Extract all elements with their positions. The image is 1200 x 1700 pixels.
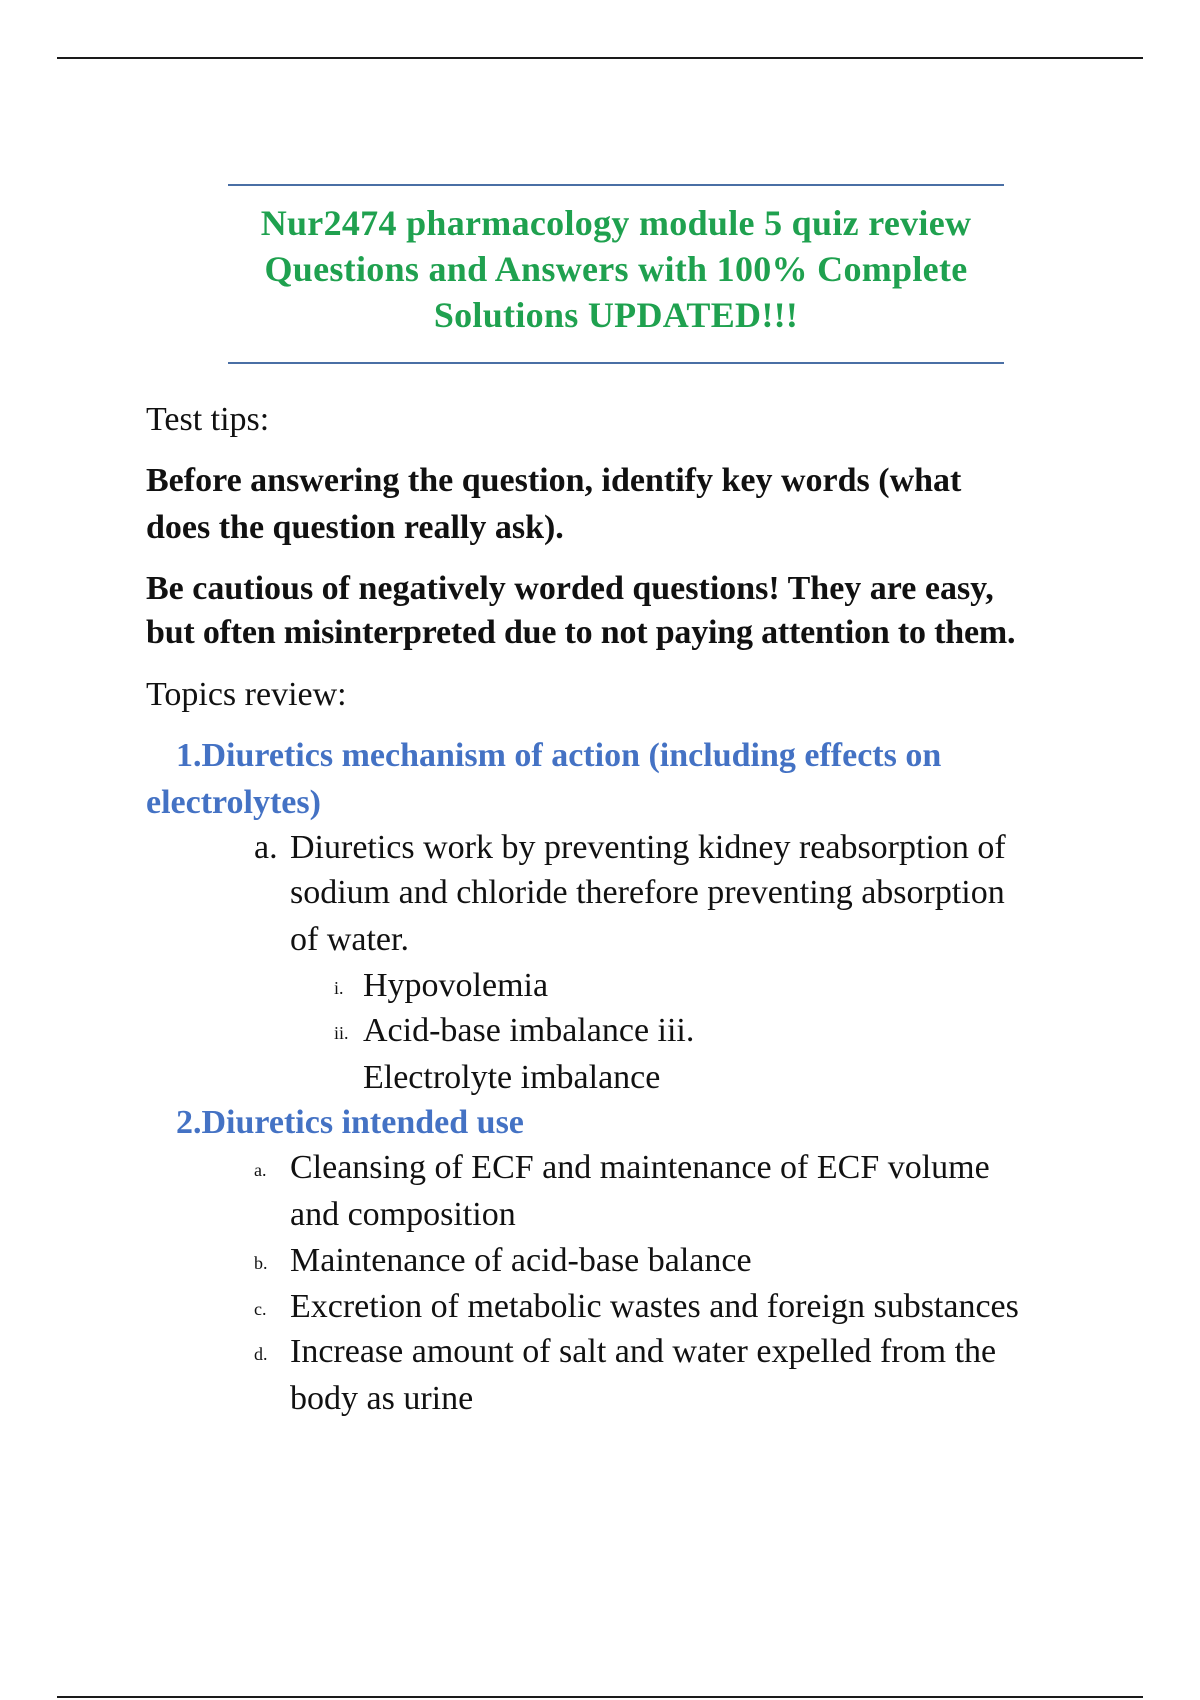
tip-1-line-1: Before answering the question, identify key words (what [146, 462, 962, 499]
section-2-item-c-marker-text: c. [254, 1299, 267, 1320]
tip-1-line-2: does the question really ask). [146, 509, 564, 546]
tip-2-line-1: Be cautious of negatively worded questions! They are easy, [146, 570, 994, 607]
section-1-item-a-marker: a. [254, 829, 278, 866]
section-2-item-c-marker [254, 1285, 267, 1331]
section-2-heading: 2.Diuretics intended use [176, 1104, 524, 1141]
page-footer-rule [57, 1696, 1143, 1698]
section-1-item-a-line-1: Diuretics work by preventing kidney reabsorption of [290, 829, 1006, 866]
page-header-rule [57, 57, 1143, 59]
title-top-rule [228, 184, 1004, 186]
tip-2-line-2: but often misinterpreted due to not paying attention to them. [146, 614, 1016, 651]
section-1-item-a-line-2: sodium and chloride therefore preventing absorption [290, 874, 1005, 911]
sub-item-i-marker [334, 964, 344, 1010]
section-2-item-d-marker [254, 1330, 268, 1376]
sub-item-i-text: Hypovolemia [363, 967, 549, 1004]
sub-item-ii-marker-text: ii. [334, 1023, 349, 1044]
section-2-item-a-marker-text: a. [254, 1160, 267, 1181]
title-line-1: Nur2474 pharmacology module 5 quiz review [260, 203, 972, 243]
section-2-item-b-marker-text: b. [254, 1253, 268, 1274]
sub-item-ii-text: Acid-base imbalance iii. [363, 1012, 695, 1049]
section-2-item-d-line-1: Increase amount of salt and water expelled from the [290, 1333, 997, 1370]
document-title [228, 200, 1004, 338]
section-2-item-c-line-1: Excretion of metabolic wastes and foreign substances [290, 1288, 1019, 1325]
sub-item-i-marker-text: i. [334, 978, 344, 999]
section-1-heading-line-1: 1.Diuretics mechanism of action (including effects on [176, 737, 942, 774]
section-2-item-d-line-2: body as urine [290, 1380, 474, 1417]
section-1-item-a-line-3: of water. [290, 921, 409, 958]
section-1-heading-line-2: electrolytes) [146, 784, 321, 821]
section-2-item-b-line-1: Maintenance of acid-base balance [290, 1242, 752, 1279]
section-2-item-b-marker [254, 1239, 268, 1285]
section-2-item-a-marker [254, 1146, 267, 1192]
section-2-item-a-line-2: and composition [290, 1196, 516, 1233]
section-2-item-d-marker-text: d. [254, 1344, 268, 1365]
topics-review-label: Topics review: [146, 676, 347, 713]
title-line-2: Questions and Answers with 100% Complete [264, 249, 968, 289]
test-tips-label: Test tips: [146, 401, 270, 438]
section-2-item-a-line-1: Cleansing of ECF and maintenance of ECF volume [290, 1149, 990, 1186]
sub-item-ii-marker [334, 1009, 349, 1055]
title-line-3: Solutions UPDATED!!! [433, 295, 799, 335]
title-bottom-rule [228, 362, 1004, 364]
sub-item-ii-continuation: Electrolyte imbalance [363, 1059, 661, 1096]
